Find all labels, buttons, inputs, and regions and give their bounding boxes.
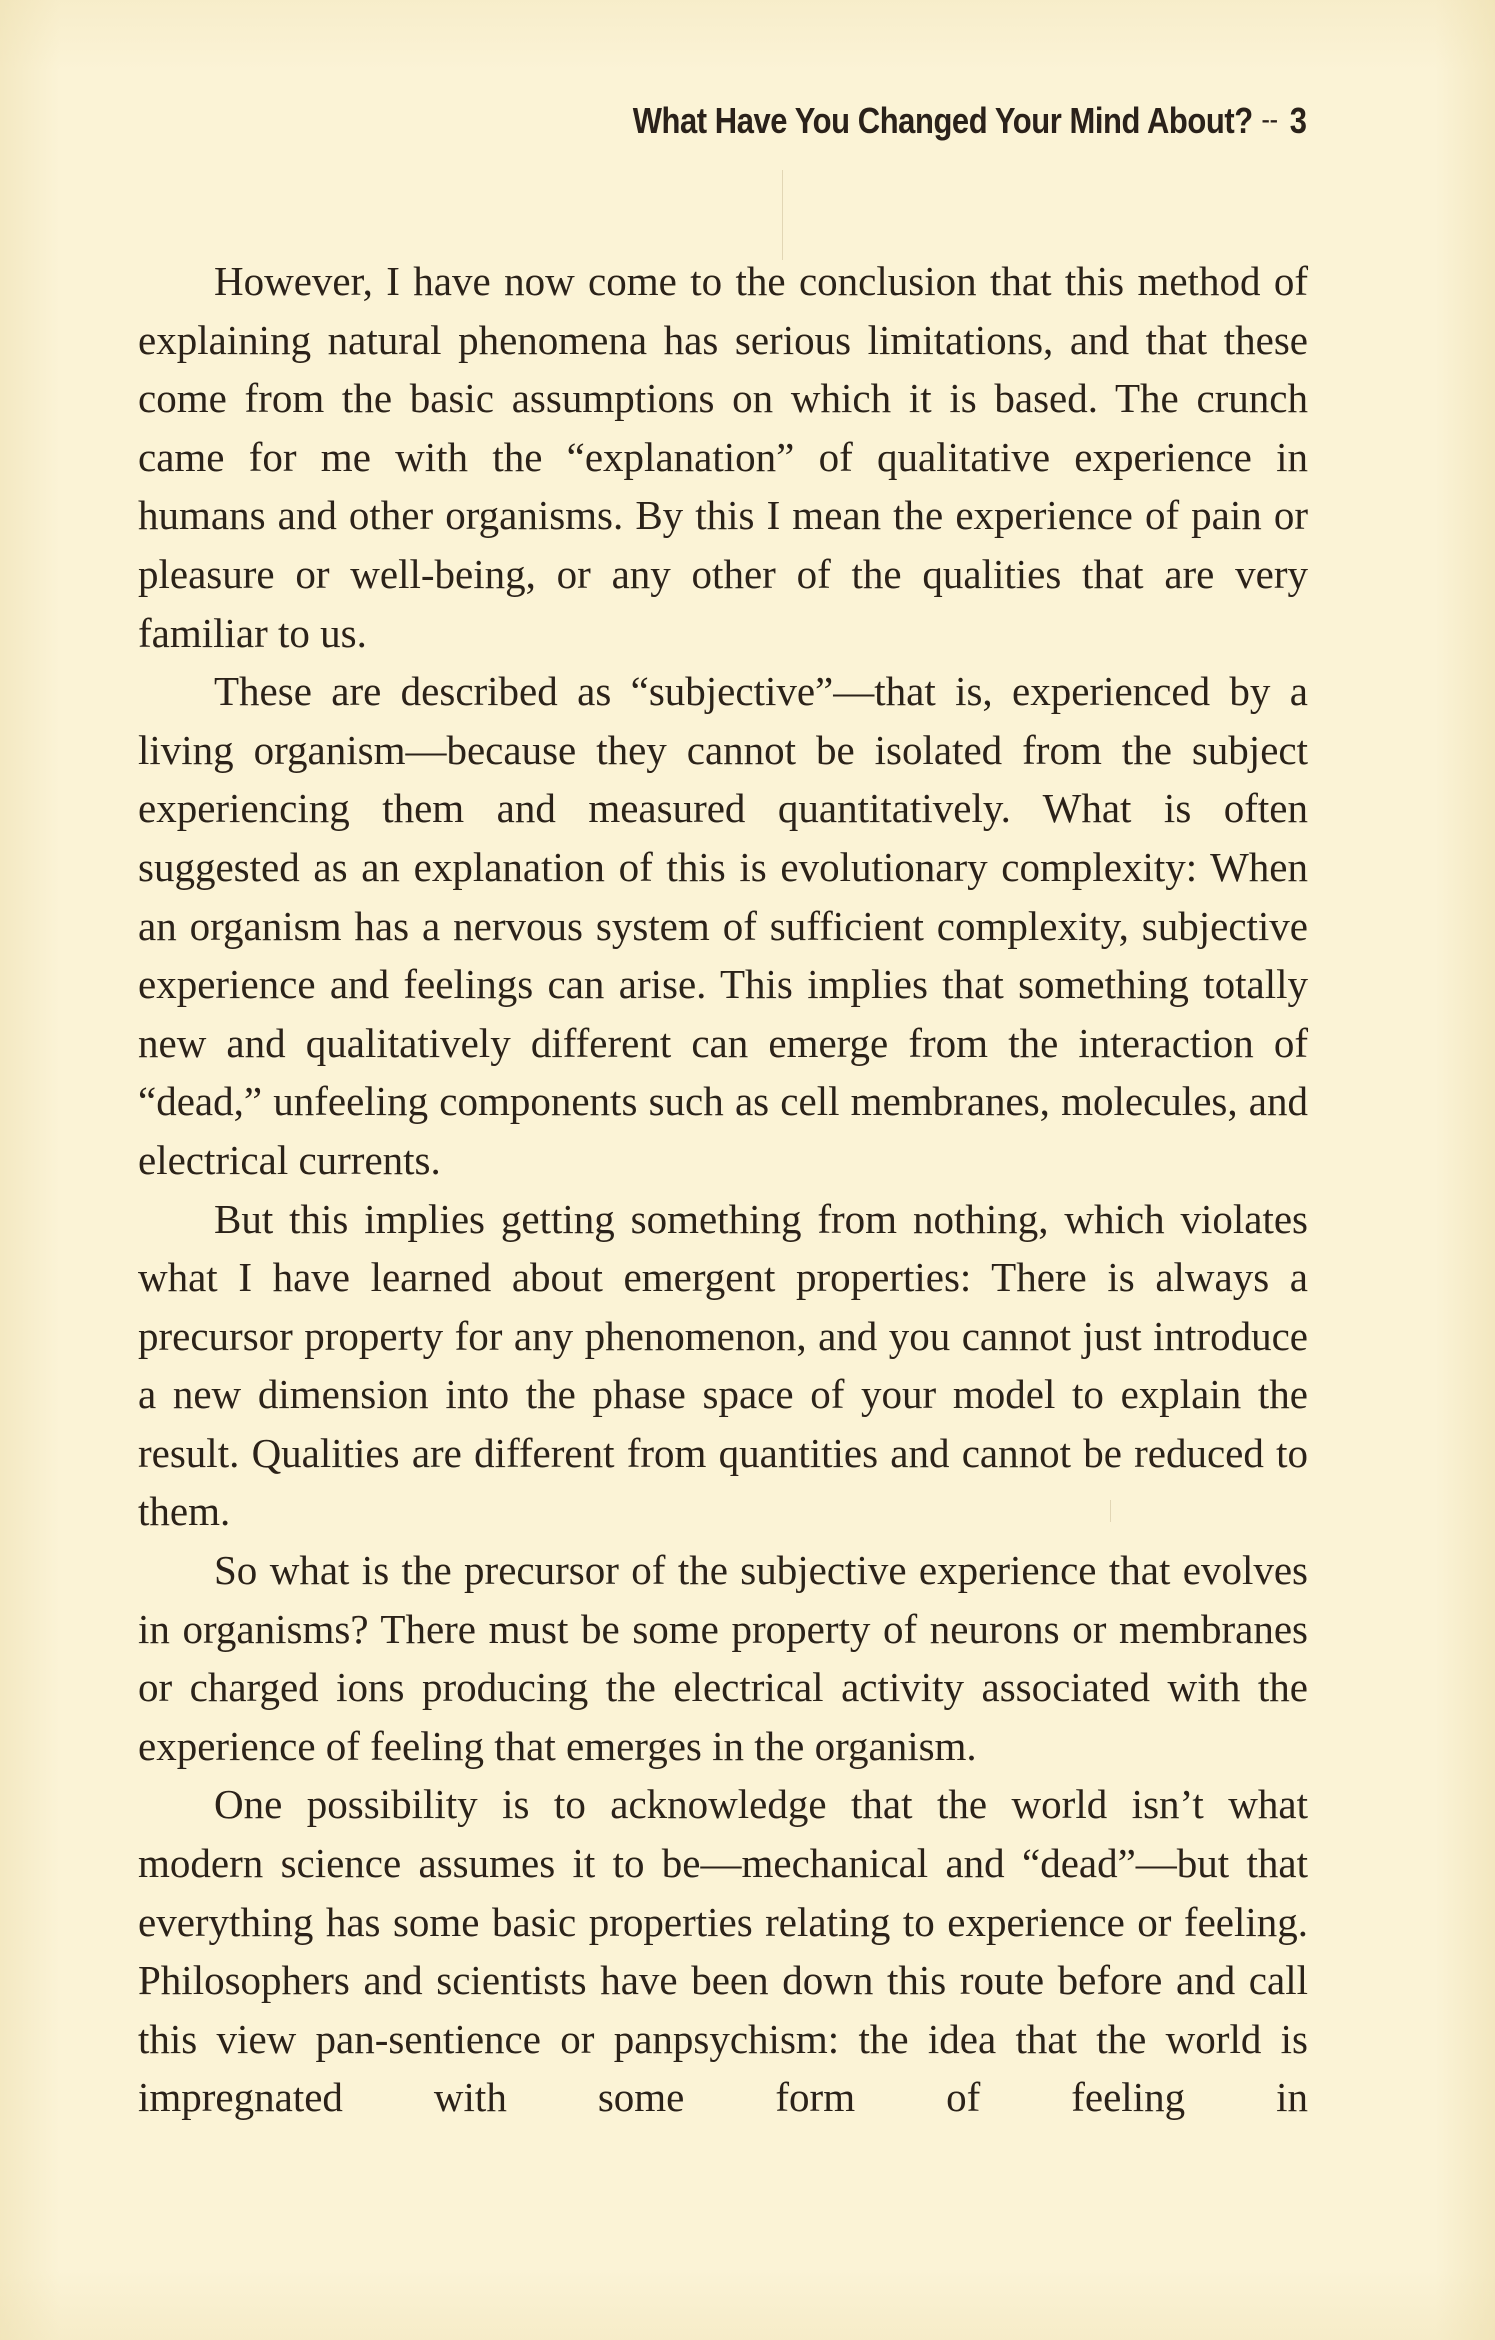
running-head-title: What Have You Changed Your Mind About?: [633, 100, 1254, 141]
paper-crease: [782, 170, 783, 260]
running-head: [633, 100, 1307, 142]
paragraph-5: One possibility is to acknowledge that the world isn’t what modern science assumes it to be—mechanical and “dead”—but that everything has some basic properties relating to experience or feeling. Philosophers and scientists have been down this route before and call this view pan-sentience or panpsychism: the idea that the world is impregnated with some form of feeling in: [138, 1781, 1308, 2121]
paragraph-1: However, I have now come to the conclusion that this method of explaining natural phenomena has serious limitations, and that these come from the basic assumptions on which it is based. The crunch came for me with the “explanation” of qualitative experience in humans and other organisms. By this I mean the experience of pain or pleasure or well-being, or any other of the qualities that are very familiar to us.: [138, 258, 1308, 656]
paragraph-4: So what is the precursor of the subjective experience that evolves in organisms? There must be some property of neurons or membranes or charged ions producing the electrical activity associated with the experience of feeling that emerges in the organism.: [138, 1547, 1308, 1769]
page-number: 3: [1290, 100, 1307, 141]
body-text: [138, 252, 1308, 2127]
paragraph-2: These are described as “subjective”—that is, experienced by a living organism—because they cannot be isolated from the subject experiencing them and measured quantitatively. What is often suggested as an explanation of this is evolutionary complexity: When an organism has a nervous system of sufficient complexity, subjective experience and feelings can arise. This implies that something totally new and qualitatively different can emerge from the interaction of “dead,” unfeeling components such as cell membranes, molecules, and electrical currents.: [138, 668, 1308, 1183]
paragraph-3: But this implies getting something from nothing, which violates what I have learned about emergent properties: There is always a precursor property for any phenomenon, and you cannot just introduce a new dimension into the phase space of your model to explain the result. Qualities are different from quantities and cannot be reduced to them.: [138, 1195, 1308, 1535]
running-head-separator: --: [1261, 103, 1279, 136]
